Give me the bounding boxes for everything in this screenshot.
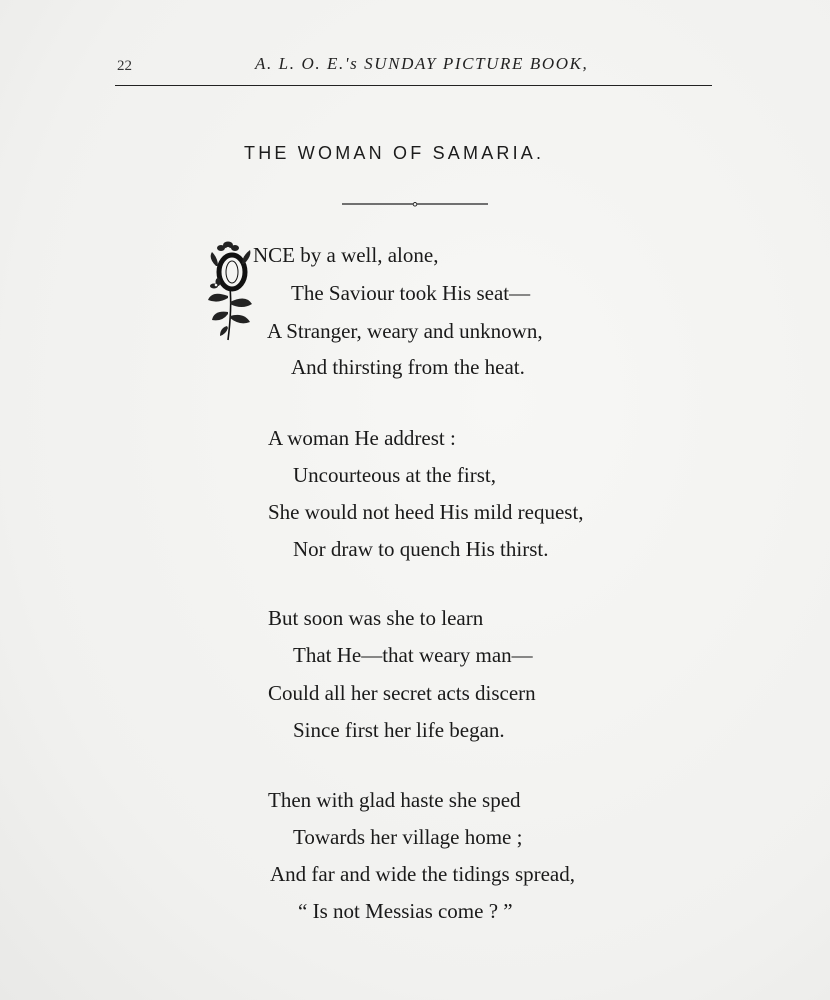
poem-line: A Stranger, weary and unknown,	[267, 319, 543, 343]
poem-line: That He—that weary man—	[293, 643, 533, 667]
poem-line: The Saviour took His seat—	[291, 281, 531, 305]
poem-line: NCE by a well, alone,	[253, 243, 439, 267]
poem-line: She would not heed His mild request,	[268, 500, 584, 524]
poem-line: Could all her secret acts discern	[268, 681, 536, 705]
poem-line: Then with glad haste she sped	[268, 788, 521, 812]
page-number: 22	[117, 58, 132, 74]
poem-line: Nor draw to quench His thirst.	[293, 537, 549, 561]
drop-cap-letter: O	[228, 263, 231, 267]
poem-line: Towards her village home ;	[293, 825, 523, 849]
poem-line: But soon was she to learn	[268, 606, 484, 630]
poem-line: Since first her life began.	[293, 718, 505, 742]
poem-title: THE WOMAN OF SAMARIA.	[244, 143, 545, 163]
poem-line: “ Is not Messias come ? ”	[298, 899, 513, 923]
poem-line: And far and wide the tidings spread,	[270, 862, 576, 886]
poem-line: Uncourteous at the first,	[293, 463, 496, 487]
book-title: A. L. O. E.'s SUNDAY PICTURE BOOK,	[255, 54, 589, 73]
poem-line: And thirsting from the heat.	[291, 355, 525, 379]
poem-line: A woman He addrest :	[268, 426, 456, 450]
